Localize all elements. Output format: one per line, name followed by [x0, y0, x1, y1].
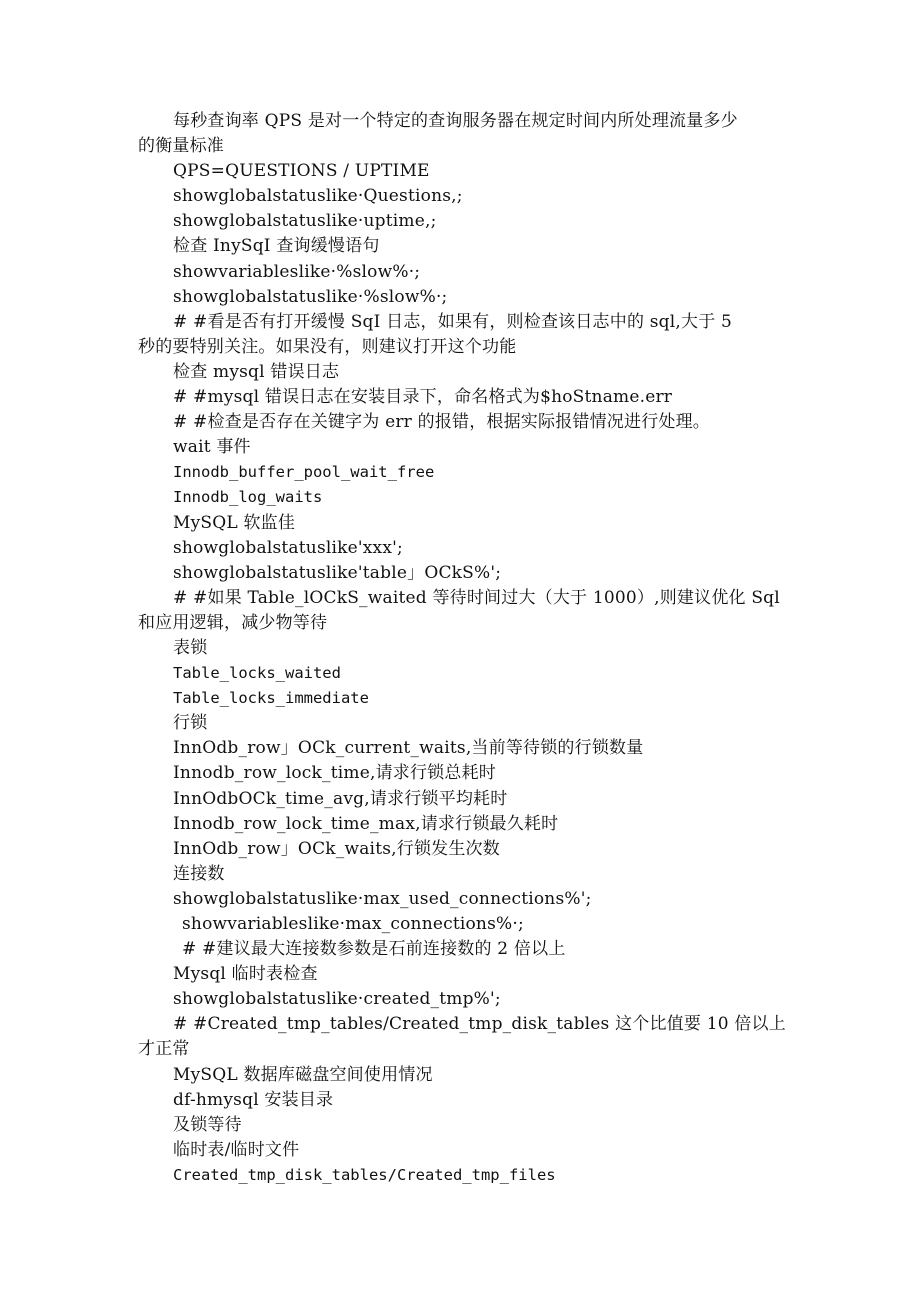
command-df: df-hmysql 安装目录 — [173, 1089, 334, 1110]
heading-wait-events: wait 事件 — [173, 437, 251, 458]
metric-row-lock-waits: InnOdb_row」OCk_waits,行锁发生次数 — [173, 838, 500, 859]
metric-table-locks-waited: Table_locks_waited — [173, 664, 341, 683]
code-line-created-tmp: showglobalstatuslike·created_tmp%'; — [173, 989, 501, 1010]
heading-slow-query: 检查 InySqI 查询缓慢语句 — [173, 236, 380, 257]
heading-mysql-monitor: MySQL 软监佳 — [173, 512, 296, 533]
code-line-show-variables-slow: showvariableslike·%slow%·; — [173, 261, 421, 282]
code-line-max-used-connections: showglobalstatuslike·max_used_connections%'; — [173, 888, 592, 909]
metric-table-locks-immediate: Table_locks_immediate — [173, 689, 369, 708]
comment-table-locks-waited-cont: 和应用逻辑，减少物等待 — [138, 612, 328, 633]
comment-tmp-ratio: # #Created_tmp_tables/Created_tmp_disk_tables 这个比值要 10 倍以上 — [173, 1014, 786, 1035]
heading-error-log: 检查 mysql 错误日志 — [173, 361, 340, 382]
qps-formula: QPS=QUESTIONS / UPTIME — [173, 161, 430, 182]
comment-slow-log-cont: 秒的要特别关注。如果没有，则建议打开这个功能 — [138, 336, 517, 357]
comment-slow-log: # #看是否有打开缓慢 SqI 日志，如果有，则检查该日志中的 sql,大于 5 — [173, 311, 733, 332]
comment-max-connections: # #建议最大连接数参数是石前连接数的 2 倍以上 — [182, 939, 566, 960]
heading-lock-waits: 及锁等待 — [173, 1114, 242, 1135]
code-line-uptime: showglobalstatuslike·uptime,; — [173, 211, 437, 232]
metric-buffer-pool-wait-free: Innodb_buffer_pool_wait_free — [173, 463, 435, 482]
heading-disk-usage: MySQL 数据库磁盘空间使用情况 — [173, 1064, 433, 1085]
code-line-show-status-slow: showglobalstatuslike·%slow%·; — [173, 286, 448, 307]
paragraph-qps-definition: 每秒查询率 QPS 是对一个特定的查询服务器在规定时间内所处理流量多少 — [173, 111, 738, 131]
heading-table-locks: 表锁 — [173, 637, 208, 658]
metric-log-waits: Innodb_log_waits — [173, 488, 323, 507]
code-line-status-table-locks: showglobalstatuslike'table」OCkS%'; — [173, 562, 502, 583]
code-line-status-xxx: showglobalstatuslike'xxx'; — [173, 537, 403, 558]
comment-tmp-ratio-cont: 才正常 — [138, 1039, 190, 1060]
comment-error-log-location: # #mysql 错误日志在安装目录下，命名格式为$hoStname.err — [173, 387, 673, 408]
code-line-max-connections: showvariableslike·max_connections%·; — [182, 914, 524, 934]
heading-connections: 连接数 — [173, 863, 225, 884]
code-line-questions: showglobalstatuslike·Questions,; — [173, 186, 463, 207]
heading-row-locks: 行锁 — [173, 713, 208, 734]
comment-error-log-check: # #检查是否存在关键字为 err 的报错，根据实际报错情况进行处理。 — [173, 412, 711, 433]
metric-row-lock-time-max: Innodb_row_lock_time_max,请求行锁最久耗时 — [173, 813, 559, 834]
heading-temp-tables: Mysql 临时表检查 — [173, 964, 318, 985]
metric-row-lock-time-avg: InnOdbOCk_time_avg,请求行锁平均耗时 — [173, 788, 508, 809]
metric-created-tmp-disk-tables-files: Created_tmp_disk_tables/Created_tmp_files — [173, 1165, 556, 1184]
heading-temp-files: 临时表/临时文件 — [173, 1139, 300, 1160]
comment-table-locks-waited: # #如果 Table_lOCkS_waited 等待时间过大（大于 1000）,则建议优化 Sql — [173, 587, 780, 608]
metric-row-lock-current-waits: InnOdb_row」OCk_current_waits,当前等待锁的行锁数量 — [173, 738, 644, 759]
document-body — [138, 109, 788, 1188]
metric-row-lock-time: Innodb_row_lock_time,请求行锁总耗时 — [173, 763, 496, 784]
paragraph-qps-definition-cont: 的衡量标准 — [138, 136, 224, 157]
